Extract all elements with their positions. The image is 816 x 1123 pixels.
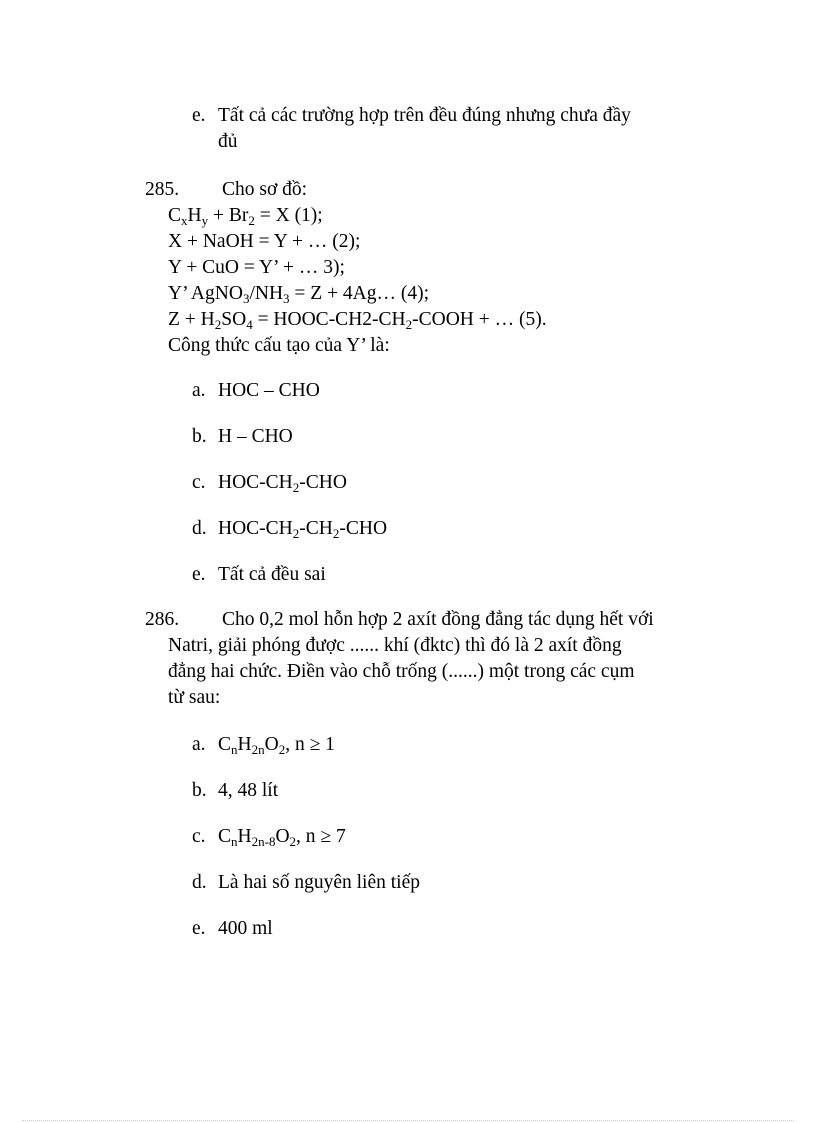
option-text: 400 ml bbox=[218, 918, 273, 939]
q286-line-4: từ sau: bbox=[168, 687, 221, 708]
option-letter: c. bbox=[192, 826, 206, 847]
q286-header bbox=[145, 607, 654, 633]
option-text: H bbox=[237, 734, 252, 755]
option-letter: a. bbox=[192, 734, 206, 755]
formula-subscript: 2n-8 bbox=[251, 834, 276, 849]
eq-part: /NH bbox=[249, 283, 284, 304]
formula-subscript: 2 bbox=[292, 526, 300, 541]
question-number: 285. bbox=[145, 179, 180, 200]
option-text: O bbox=[275, 826, 290, 847]
option-text: 4, 48 lít bbox=[218, 780, 279, 801]
q286-line-3: đẳng hai chức. Điền vào chỗ trống (......) một trong các cụm bbox=[168, 661, 635, 682]
q286-option-a bbox=[192, 732, 335, 758]
option-text: -CHO bbox=[299, 472, 347, 493]
formula-subscript: 2 bbox=[292, 480, 300, 495]
option-text: HOC – CHO bbox=[218, 380, 320, 401]
question-line: Cho 0,2 mol hỗn hợp 2 axít đồng đẳng tác dụng hết với bbox=[222, 609, 654, 630]
option-letter: e. bbox=[192, 105, 206, 126]
formula-subscript: 2 bbox=[289, 834, 297, 849]
q286-option-c bbox=[192, 824, 346, 850]
option-letter: b. bbox=[192, 780, 207, 801]
question-intro: Cho sơ đồ: bbox=[222, 179, 308, 200]
option-text: C bbox=[218, 826, 232, 847]
option-letter: e. bbox=[192, 564, 206, 585]
q286-line-2: Natri, giải phóng được ...... khí (đktc) thì đó là 2 axít đồng bbox=[168, 635, 622, 656]
option-letter: d. bbox=[192, 518, 207, 539]
option-text: , n ≥ 1 bbox=[285, 734, 335, 755]
formula-subscript: 2 bbox=[278, 742, 286, 757]
q284-option-e bbox=[192, 103, 631, 129]
q285-equation-1 bbox=[168, 203, 323, 229]
q285-option-d bbox=[192, 516, 387, 542]
question-number: 286. bbox=[145, 609, 180, 630]
option-text: HOC-CH bbox=[218, 472, 293, 493]
q285-option-a bbox=[192, 378, 320, 404]
option-text: Là hai số nguyên liên tiếp bbox=[218, 872, 420, 893]
eq-part: = HOOC-CH2-CH bbox=[252, 309, 406, 330]
q285-header bbox=[145, 177, 307, 203]
option-text: H bbox=[237, 826, 252, 847]
formula-subscript: 2 bbox=[332, 526, 340, 541]
q285-option-c bbox=[192, 470, 347, 496]
q286-option-d bbox=[192, 870, 420, 896]
eq-part: = X (1); bbox=[254, 205, 323, 226]
formula-subscript: n bbox=[231, 742, 238, 757]
eq-subscript: 2 bbox=[248, 213, 255, 228]
option-text: H – CHO bbox=[218, 426, 293, 447]
q285-equation-4 bbox=[168, 281, 429, 307]
formula-subscript: n bbox=[231, 834, 238, 849]
option-text: C bbox=[218, 734, 232, 755]
option-letter: b. bbox=[192, 426, 207, 447]
q286-option-b bbox=[192, 778, 278, 804]
q285-equation-2: X + NaOH = Y + … (2); bbox=[168, 231, 361, 252]
eq-subscript: y bbox=[201, 213, 209, 228]
eq-subscript: 2 bbox=[405, 317, 413, 332]
q285-equation-5 bbox=[168, 307, 547, 333]
eq-part: H bbox=[187, 205, 202, 226]
eq-subscript: 3 bbox=[242, 291, 250, 306]
q284-option-e-continued: đủ bbox=[218, 131, 238, 152]
eq-part: SO bbox=[221, 309, 247, 330]
option-letter: a. bbox=[192, 380, 206, 401]
eq-subscript: x bbox=[181, 213, 188, 228]
eq-subscript: 2 bbox=[214, 317, 222, 332]
eq-part: C bbox=[168, 205, 182, 226]
option-letter: e. bbox=[192, 918, 206, 939]
formula-subscript: 2n bbox=[251, 742, 265, 757]
q285-equation-3: Y + CuO = Y’ + … 3); bbox=[168, 257, 345, 278]
eq-subscript: 4 bbox=[246, 317, 253, 332]
option-text: , n ≥ 7 bbox=[296, 826, 346, 847]
option-text: HOC-CH bbox=[218, 518, 293, 539]
q285-question: Công thức cấu tạo của Y’ là: bbox=[168, 335, 390, 356]
option-text: Tất cả các trường hợp trên đều đúng nhưng chưa đầy bbox=[218, 105, 631, 126]
eq-part: Z + H bbox=[168, 309, 215, 330]
option-letter: d. bbox=[192, 872, 207, 893]
option-text: O bbox=[264, 734, 279, 755]
page-bottom-divider bbox=[22, 1120, 794, 1121]
eq-subscript: 3 bbox=[283, 291, 290, 306]
option-letter: c. bbox=[192, 472, 206, 493]
eq-part: + Br bbox=[208, 205, 249, 226]
eq-part: -COOH + … (5). bbox=[412, 309, 547, 330]
eq-part: Y’ AgNO bbox=[168, 283, 243, 304]
q285-option-e bbox=[192, 562, 326, 588]
option-text: -CHO bbox=[339, 518, 388, 539]
option-text: Tất cả đều sai bbox=[218, 564, 326, 585]
q286-option-e bbox=[192, 916, 273, 942]
eq-part: = Z + 4Ag… (4); bbox=[289, 283, 430, 304]
option-text: -CH bbox=[299, 518, 333, 539]
q285-option-b bbox=[192, 424, 293, 450]
